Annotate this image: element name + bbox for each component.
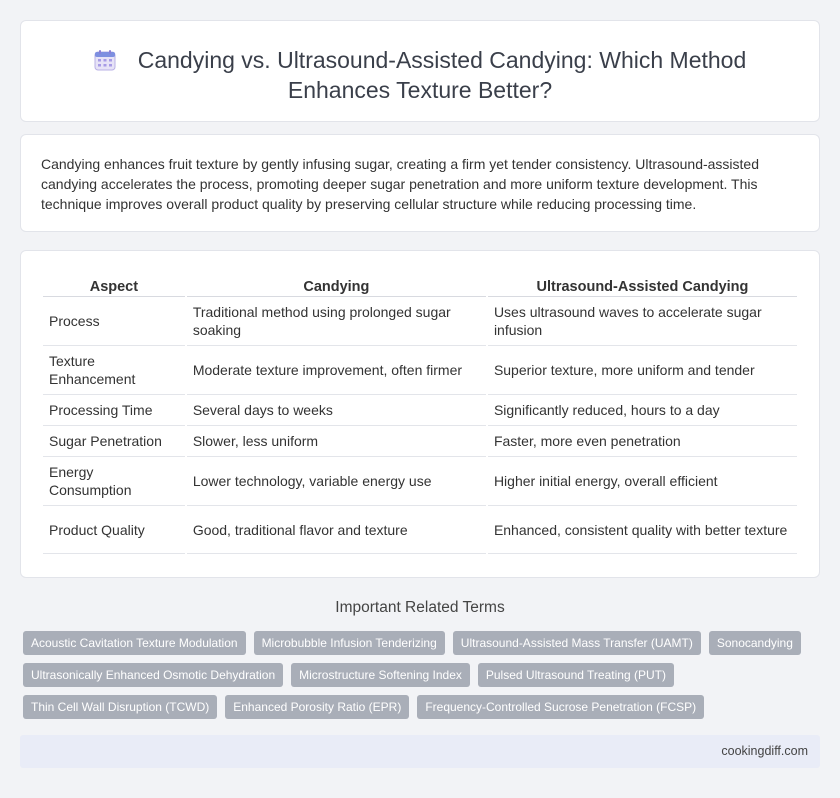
table-row bbox=[43, 457, 797, 506]
intro-card bbox=[20, 134, 820, 232]
term-tag[interactable]: Microbubble Infusion Tenderizing bbox=[254, 631, 445, 655]
calendar-icon bbox=[94, 48, 116, 70]
cell-ultrasound: Higher initial energy, overall efficient bbox=[488, 457, 797, 506]
comparison-table bbox=[41, 275, 799, 554]
cell-candying: Lower technology, variable energy use bbox=[187, 457, 486, 506]
site-name[interactable]: cookingdiff.com bbox=[721, 744, 808, 758]
cell-aspect: Product Quality bbox=[43, 506, 185, 554]
cell-ultrasound: Significantly reduced, hours to a day bbox=[488, 395, 797, 426]
table-row bbox=[43, 395, 797, 426]
title-line-2: Enhances Texture Better? bbox=[287, 77, 553, 103]
cell-ultrasound: Faster, more even penetration bbox=[488, 426, 797, 457]
table-row bbox=[43, 297, 797, 346]
tag-row bbox=[23, 631, 823, 655]
table-row bbox=[43, 506, 797, 554]
term-tag[interactable]: Microstructure Softening Index bbox=[291, 663, 470, 687]
cell-candying: Several days to weeks bbox=[187, 395, 486, 426]
related-terms-list bbox=[23, 631, 823, 727]
page-title bbox=[21, 45, 819, 105]
cell-ultrasound: Uses ultrasound waves to accelerate sugar infusion bbox=[488, 297, 797, 346]
term-tag[interactable]: Enhanced Porosity Ratio (EPR) bbox=[225, 695, 409, 719]
table-header-row bbox=[43, 275, 797, 297]
cell-ultrasound: Superior texture, more uniform and tender bbox=[488, 346, 797, 395]
term-tag[interactable]: Frequency-Controlled Sucrose Penetration (FCSP) bbox=[417, 695, 704, 719]
cell-aspect: Texture Enhancement bbox=[43, 346, 185, 395]
intro-paragraph: Candying enhances fruit texture by gently infusing sugar, creating a firm yet tender consistency. Ultrasound-assisted candying accelerates the process, promoting deeper sugar penetration and more uniform texture development. This technique improves overall product quality by preserving cellular structure while reducing processing time. bbox=[41, 156, 760, 212]
cell-candying: Moderate texture improvement, often firmer bbox=[187, 346, 486, 395]
term-tag[interactable]: Acoustic Cavitation Texture Modulation bbox=[23, 631, 246, 655]
cell-ultrasound: Enhanced, consistent quality with better texture bbox=[488, 506, 797, 554]
term-tag[interactable]: Thin Cell Wall Disruption (TCWD) bbox=[23, 695, 217, 719]
cell-candying: Slower, less uniform bbox=[187, 426, 486, 457]
term-tag[interactable]: Sonocandying bbox=[709, 631, 801, 655]
tag-row bbox=[23, 695, 823, 719]
cell-candying: Traditional method using prolonged sugar soaking bbox=[187, 297, 486, 346]
table-row bbox=[43, 346, 797, 395]
cell-aspect: Processing Time bbox=[43, 395, 185, 426]
term-tag[interactable]: Pulsed Ultrasound Treating (PUT) bbox=[478, 663, 674, 687]
term-tag[interactable]: Ultrasonically Enhanced Osmotic Dehydration bbox=[23, 663, 283, 687]
cell-aspect: Process bbox=[43, 297, 185, 346]
related-terms-heading: Important Related Terms bbox=[335, 599, 505, 616]
header-ultrasound: Ultrasound-Assisted Candying bbox=[488, 275, 797, 297]
header-aspect: Aspect bbox=[43, 275, 185, 297]
title-line-1: Candying vs. Ultrasound-Assisted Candying: Which Method bbox=[137, 47, 747, 73]
tag-row bbox=[23, 663, 823, 687]
table-row bbox=[43, 426, 797, 457]
header-candying: Candying bbox=[187, 275, 486, 297]
footer bbox=[20, 735, 820, 768]
cell-aspect: Energy Consumption bbox=[43, 457, 185, 506]
term-tag[interactable]: Ultrasound-Assisted Mass Transfer (UAMT) bbox=[453, 631, 701, 655]
cell-aspect: Sugar Penetration bbox=[43, 426, 185, 457]
title-card bbox=[20, 20, 820, 122]
cell-candying: Good, traditional flavor and texture bbox=[187, 506, 486, 554]
comparison-card bbox=[20, 250, 820, 578]
